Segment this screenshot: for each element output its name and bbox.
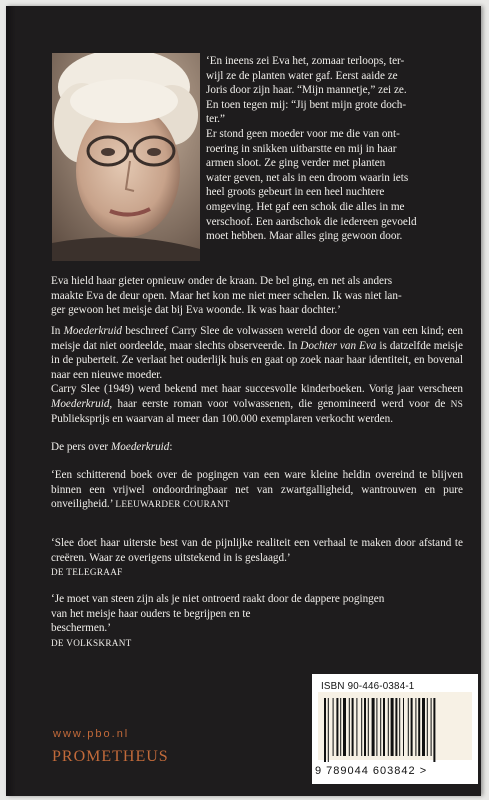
barcode-bar	[427, 698, 428, 756]
excerpt-line: omgeving. Het gaf een schok die alles in me	[206, 200, 405, 213]
publisher-website: www.pbo.nl	[53, 728, 130, 740]
intro-excerpt	[206, 54, 462, 244]
barcode-bar	[422, 698, 425, 756]
barcode-bar	[328, 698, 329, 762]
barcode-bar	[372, 698, 375, 756]
ns-abbreviation: NS	[450, 399, 463, 410]
press-quote-3	[51, 592, 463, 650]
barcode-bar	[356, 698, 357, 756]
quote-source: DE VOLKSKRANT	[51, 637, 132, 648]
author-bio-paragraph	[51, 382, 463, 427]
barcode-bar	[418, 698, 420, 756]
barcode-bar	[395, 698, 397, 756]
book-title: Moederkruid	[110, 441, 170, 453]
barcode-bar	[368, 698, 369, 756]
excerpt-line: Er stond geen moeder voor me die van ont-	[206, 127, 400, 140]
barcode-bar	[364, 698, 366, 756]
press-quote-1	[51, 468, 463, 512]
quote-text: van het meisje haar ouders te begrijpen en te	[51, 607, 251, 620]
excerpt-line: Joris door zijn haar. “Mijn mannetje,” zei ze.	[206, 84, 407, 97]
barcode-bar	[433, 698, 435, 762]
barcode-bar	[352, 698, 354, 756]
text-span: :	[169, 441, 173, 453]
barcode-bar	[380, 698, 381, 756]
press-quote-2	[51, 536, 463, 580]
press-heading	[51, 440, 463, 455]
excerpt-line: ger gewoon het meisje dat bij Eva woonde. Ik was haar dochter.’	[51, 304, 341, 317]
text-span: Publieksprijs en waarvan al meer dan 100.000 exemplaren verkocht werden.	[51, 413, 394, 426]
excerpt-line: armen sloot. Ze ging verder met planten	[206, 157, 386, 170]
barcode-bar	[324, 698, 326, 762]
spine-shadow	[6, 6, 16, 796]
excerpt-line: heel groots gebeurt in een heel nuchtere	[206, 186, 385, 199]
barcode-bar	[383, 698, 385, 756]
book-title: Dochter van Eva	[300, 339, 377, 352]
excerpt-line: ‘En ineens zei Eva het, zomaar terloops, ter-	[206, 55, 405, 67]
book-title: Moederkruid	[63, 325, 123, 337]
barcode-bar	[403, 698, 404, 756]
excerpt-line: water geven, net als in een droom waarin iets	[206, 171, 409, 184]
barcode-number: 9 789044 603842 >	[315, 765, 428, 777]
excerpt-line: wijl ze de planten water gaf. Eerst aaide ze	[206, 69, 398, 82]
quote-source: DE TELEGRAAF	[51, 567, 123, 578]
barcode-bar	[376, 698, 377, 756]
quote-text: beschermen.’	[51, 622, 111, 635]
excerpt-line: verschoof. Een aardschok die iedereen gevoeld	[206, 215, 417, 228]
isbn-label: ISBN 90-446-0384-1	[321, 681, 415, 692]
quote-text: ‘Je moet van steen zijn als je niet ontroerd raakt door de dappere pogingen	[51, 593, 385, 605]
text-span: De pers over	[51, 441, 111, 453]
barcode-bar	[388, 698, 389, 756]
barcode-bar	[415, 698, 416, 756]
excerpt-line: roering in snikken uitbarstte en mij in haar	[206, 142, 397, 155]
barcode-bar	[361, 698, 362, 756]
barcode-bar	[349, 698, 350, 756]
excerpt-line: ter.”	[206, 113, 225, 126]
text-span: In	[51, 325, 64, 337]
barcode-bar	[399, 698, 400, 756]
book-back-cover	[6, 6, 481, 796]
book-title: Moederkruid	[51, 397, 110, 410]
quote-text: ‘Slee doet haar uiterste best van de pijnlijke realiteit een verhaal te maken door afstand te creëren. Waar ze overigens uitstekend in is geslaagd.’	[51, 537, 463, 564]
text-span: beschreef Carry Slee de volwassen wereld door de ogen van een kind; een meisje dat niet oordeelde, maar slechts observeerde. In	[51, 325, 463, 352]
excerpt-line: maakte Eva de deur open. Maar het kon me niet meer schelen. Ik was niet lan-	[51, 289, 402, 302]
quote-text: ‘Een schitterend boek over de pogingen van een ware kleine heldin overeind te blijven binnen een vrijwel ondoordringbaar net van zwartgalligheid, wantrouwen en pure onveiligheid.’	[51, 469, 463, 511]
barcode-bar	[408, 698, 409, 756]
barcode-icon	[320, 698, 470, 762]
author-portrait-illustration	[52, 53, 200, 261]
barcode-panel	[312, 674, 478, 784]
excerpt-line: moet hebben. Maar alles ging gewoon door.	[206, 230, 403, 243]
barcode-bar	[343, 698, 346, 756]
author-photo	[52, 53, 200, 261]
excerpt-line: En toen tegen mij: “Jij bent mijn grote doch-	[206, 98, 407, 111]
quote-source: LEEUWARDER COURANT	[115, 499, 230, 510]
barcode-bar	[333, 698, 334, 756]
blurb-paragraph	[51, 324, 463, 382]
barcode-bar	[431, 698, 432, 756]
barcode-bar	[336, 698, 338, 756]
text-span: , haar eerste roman voor volwassenen, die genomineerd werd voor de	[109, 397, 451, 410]
excerpt-continued	[51, 274, 463, 318]
barcode-bar	[411, 698, 413, 756]
text-span: is datzelfde meisje in de puberteit. Ze verlaat het ouderlijk huis en gaat op zoek naar haar identiteit, en bovenal naar een nieuwe moeder.	[51, 339, 463, 381]
barcode-bar	[391, 698, 394, 756]
barcode-bar	[340, 698, 341, 756]
publisher-logo: PROMETHEUS	[52, 748, 169, 765]
excerpt-line: Eva hield haar gieter opnieuw onder de kraan. De bel ging, en net als anders	[51, 275, 393, 287]
text-span: Carry Slee (1949) werd bekend met haar succesvolle kinderboeken. Vorig jaar verscheen	[51, 383, 463, 395]
